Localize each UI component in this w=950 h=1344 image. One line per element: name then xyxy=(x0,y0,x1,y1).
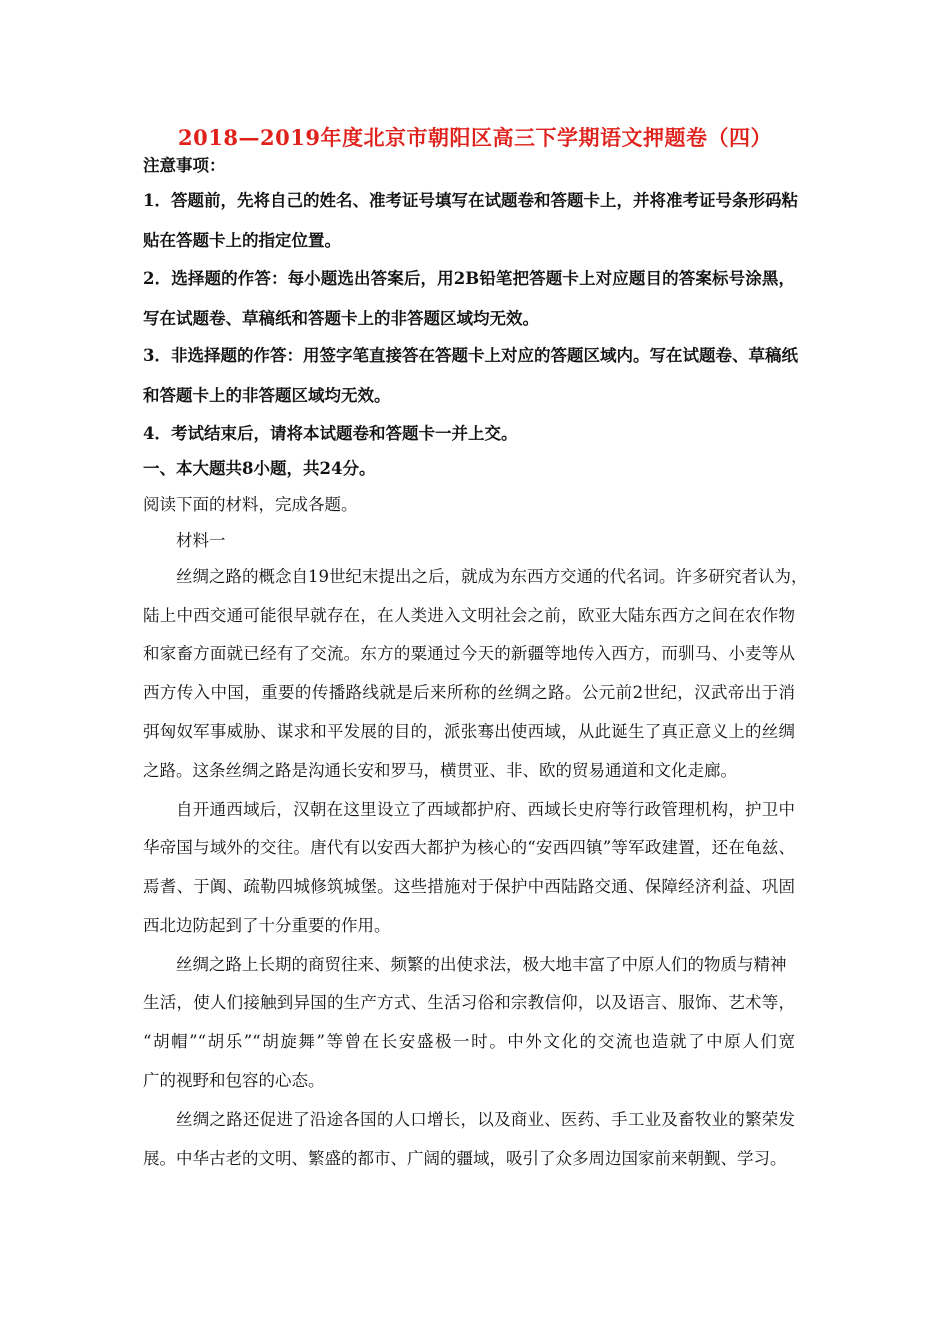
notice-line: 写在试题卷、草稿纸和答题卡上的非答题区域均无效。 xyxy=(143,309,539,328)
page-title: 2018—2019年度北京市朝阳区高三下学期语文押题卷（四） xyxy=(178,125,772,150)
passage-line: 丝绸之路还促进了沿途各国的人口增长，以及商业、医药、手工业及畜牧业的繁荣发 xyxy=(176,1110,795,1129)
material-label: 材料一 xyxy=(176,531,226,550)
passage-line: 生活，使人们接触到异国的生产方式、生活习俗和宗教信仰，以及语言、服饰、艺术等， xyxy=(143,993,795,1012)
passage-line: 西方传入中国，重要的传播路线就是后来所称的丝绸之路。公元前2世纪，汉武帝出于消 xyxy=(143,683,795,702)
passage-line: 丝绸之路的概念自19世纪末提出之后，就成为东西方交通的代名词。许多研究者认为， xyxy=(176,567,808,586)
passage-line: 弭匈奴军事威胁、谋求和平发展的目的，派张骞出使西域，从此诞生了真正意义上的丝绸 xyxy=(143,722,795,741)
instruction-text: 阅读下面的材料，完成各题。 xyxy=(143,495,358,514)
notice-line: 4．考试结束后，请将本试题卷和答题卡一并上交。 xyxy=(143,424,518,443)
passage-line: 和家畜方面就已经有了交流。东方的粟通过今天的新疆等地传入西方，而驯马、小麦等从 xyxy=(143,644,795,663)
section-heading: 一、本大题共8小题，共24分。 xyxy=(143,459,376,478)
notice-line: 贴在答题卡上的指定位置。 xyxy=(143,231,341,250)
passage-line: 陆上中西交通可能很早就存在，在人类进入文明社会之前，欧亚大陆东西方之间在农作物 xyxy=(143,606,795,625)
passage-line: 焉耆、于阗、疏勒四城修筑城堡。这些措施对于保护中西陆路交通、保障经济利益、巩固 xyxy=(143,877,795,896)
notice-line: 和答题卡上的非答题区域均无效。 xyxy=(143,386,391,405)
notice-line: 2．选择题的作答：每小题选出答案后，用2B铅笔把答题卡上对应题目的答案标号涂黑， xyxy=(143,269,795,288)
passage-line: 展。中华古老的文明、繁盛的都市、广阔的疆域，吸引了众多周边国家前来朝觐、学习。 xyxy=(143,1149,787,1168)
passage-line: 西北边防起到了十分重要的作用。 xyxy=(143,916,391,935)
passage-line: 丝绸之路上长期的商贸往来、频繁的出使求法，极大地丰富了中原人们的物质与精神 xyxy=(176,955,787,974)
passage-line: 自开通西域后，汉朝在这里设立了西域都护府、西域长史府等行政管理机构，护卫中 xyxy=(176,800,795,819)
notice-line: 1．答题前，先将自己的姓名、准考证号填写在试题卷和答题卡上，并将准考证号条形码粘 xyxy=(143,191,798,210)
passage-line: 之路。这条丝绸之路是沟通长安和罗马，横贯亚、非、欧的贸易通道和文化走廊。 xyxy=(143,761,737,780)
passage-line: 广的视野和包容的心态。 xyxy=(143,1071,325,1090)
notice-heading: 注意事项： xyxy=(143,156,226,175)
passage-line: “胡帽”“胡乐”“胡旋舞”等曾在长安盛极一时。中外文化的交流也造就了中原人们宽 xyxy=(143,1032,795,1051)
notice-line: 3．非选择题的作答：用签字笔直接答在答题卡上对应的答题区域内。写在试题卷、草稿纸 xyxy=(143,346,798,365)
passage-line: 华帝国与域外的交往。唐代有以安西大都护为核心的“安西四镇”等军政建置，还在龟兹、 xyxy=(143,838,795,857)
